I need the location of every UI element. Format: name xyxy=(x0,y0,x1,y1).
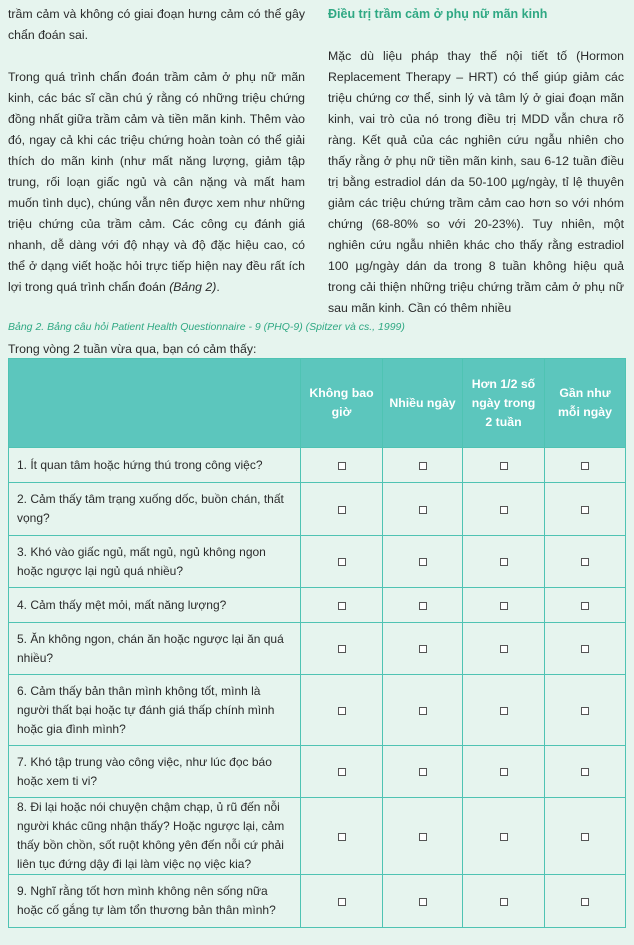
question-text: 8. Đi lại hoặc nói chuyện chậm chạp, ủ rũ đến nỗi người khác cũng nhận thấy? Hoặc ngược lại, cảm thấy bồn chồn, sốt ruột không yên đến nỗi cứ phải liên tục đứng dậy đi lại làm việc nọ việc kia? xyxy=(9,798,301,875)
answer-cell xyxy=(301,675,383,746)
answer-checkbox[interactable] xyxy=(581,506,589,514)
answer-cell xyxy=(463,675,545,746)
answer-cell xyxy=(383,746,463,798)
table-row xyxy=(9,623,626,675)
answer-checkbox[interactable] xyxy=(419,833,427,841)
answer-cell xyxy=(383,675,463,746)
question-text: 1. Ít quan tâm hoặc hứng thú trong công việc? xyxy=(9,448,301,483)
answer-cell xyxy=(301,588,383,623)
answer-checkbox[interactable] xyxy=(419,768,427,776)
answer-checkbox[interactable] xyxy=(338,558,346,566)
answer-checkbox[interactable] xyxy=(500,707,508,715)
table-row xyxy=(9,483,626,536)
answer-cell xyxy=(463,483,545,536)
answer-checkbox[interactable] xyxy=(419,898,427,906)
answer-checkbox[interactable] xyxy=(500,898,508,906)
table-caption: Bảng 2. Bảng câu hỏi Patient Health Questionnaire - 9 (PHQ-9) (Spitzer và cs., 1999) xyxy=(8,321,405,333)
answer-cell xyxy=(545,588,626,623)
answer-checkbox[interactable] xyxy=(338,506,346,514)
right-paragraph: Mặc dù liệu pháp thay thế nội tiết tố (Hormon Replacement Therapy – HRT) có thể giúp giảm các triệu chứng cơ thể, sinh lý và tâm lý ở giai đoạn mãn kinh, vai trò của nó trong điều trị MDD vẫn chưa rõ ràng. Kết quả của các nghiên cứu ngẫu nhiên cho thấy rằng ở phụ nữ tiền mãn kinh, sau 6-12 tuần điều trị bằng estradiol dán da 50-100 µg/ngày, tỉ lệ thuyên giảm các triệu chứng trầm cảm cao hơn so với nhóm chứng (68-80% so với 20-23%). Tuy nhiên, một nghiên cứu ngẫu nhiên khác cho thấy rằng estradiol 100 µg/ngày dán da trong 8 tuần không hiệu quả trong cải thiện những triệu chứng trầm cảm ở phụ nữ sau mãn kinh. Cần có thêm nhiều xyxy=(328,49,624,315)
answer-cell xyxy=(301,623,383,675)
answer-checkbox[interactable] xyxy=(419,645,427,653)
answer-checkbox[interactable] xyxy=(419,506,427,514)
answer-cell xyxy=(545,483,626,536)
column-header-nearly-every-day: Gần như mỗi ngày xyxy=(545,359,626,448)
answer-checkbox[interactable] xyxy=(581,833,589,841)
answer-cell xyxy=(383,623,463,675)
answer-checkbox[interactable] xyxy=(581,707,589,715)
left-paragraph-2-text: Trong quá trình chẩn đoán trầm cảm ở phụ nữ mãn kinh, các bác sĩ cần chú ý rằng có những triệu chứng đồng nhất giữa trầm cảm và tiền mãn kinh. Thêm vào đó, ngay cả khi các triệu chứng hoàn toàn có thể giải thích do mãn kinh (như mất năng lượng, giảm tập trung, rối loạn giấc ngủ và cân nặng và mất ham muốn tình dục), chúng vẫn nên được xem như những triệu chứng của trầm cảm. Các công cụ đánh giá nhanh, dễ dàng với độ nhạy và độ đặc hiệu cao, có thể ở dạng viết hoặc hỏi trực tiếp hiện nay đều rất ích lợi trong quá trình chẩn đoán xyxy=(8,70,305,294)
answer-checkbox[interactable] xyxy=(500,768,508,776)
question-text: 3. Khó vào giấc ngủ, mất ngủ, ngủ không ngon hoặc ngược lại ngủ quá nhiều? xyxy=(9,536,301,588)
column-header-never: Không bao giờ xyxy=(301,359,383,448)
answer-cell xyxy=(545,536,626,588)
answer-checkbox[interactable] xyxy=(500,602,508,610)
table-row xyxy=(9,588,626,623)
answer-checkbox[interactable] xyxy=(338,602,346,610)
header-blank-cell xyxy=(9,359,301,448)
left-paragraph-2-end: . xyxy=(216,280,220,294)
table-row xyxy=(9,448,626,483)
left-paragraph-1: trầm cảm và không có giai đoạn hưng cảm có thể gây chẩn đoán sai. xyxy=(8,7,305,42)
answer-checkbox[interactable] xyxy=(500,506,508,514)
table-reference: (Bảng 2) xyxy=(169,280,217,294)
column-header-several-days: Nhiều ngày xyxy=(383,359,463,448)
table-row xyxy=(9,746,626,798)
section-title: Điều trị trầm cảm ở phụ nữ mãn kinh xyxy=(328,7,548,21)
answer-checkbox[interactable] xyxy=(500,645,508,653)
answer-cell xyxy=(545,798,626,875)
answer-checkbox[interactable] xyxy=(419,602,427,610)
answer-cell xyxy=(383,483,463,536)
answer-cell xyxy=(383,536,463,588)
phq9-table xyxy=(8,358,626,928)
answer-checkbox[interactable] xyxy=(338,707,346,715)
answer-cell xyxy=(463,588,545,623)
question-text: 7. Khó tập trung vào công việc, như lúc đọc báo hoặc xem ti vi? xyxy=(9,746,301,798)
answer-cell xyxy=(383,875,463,928)
answer-cell xyxy=(545,746,626,798)
question-text: 4. Cảm thấy mệt mỏi, mất năng lượng? xyxy=(9,588,301,623)
left-column xyxy=(8,4,305,298)
question-text: 5. Ăn không ngon, chán ăn hoặc ngược lại ăn quá nhiều? xyxy=(9,623,301,675)
answer-cell xyxy=(463,448,545,483)
answer-cell xyxy=(301,483,383,536)
answer-cell xyxy=(545,623,626,675)
answer-checkbox[interactable] xyxy=(338,768,346,776)
table-intro: Trong vòng 2 tuần vừa qua, bạn có cảm thấy: xyxy=(8,342,257,356)
table-row xyxy=(9,875,626,928)
answer-checkbox[interactable] xyxy=(581,558,589,566)
table-row xyxy=(9,536,626,588)
answer-cell xyxy=(463,746,545,798)
answer-checkbox[interactable] xyxy=(581,898,589,906)
column-header-more-than-half: Hơn 1/2 số ngày trong 2 tuần xyxy=(463,359,545,448)
answer-cell xyxy=(463,798,545,875)
answer-checkbox[interactable] xyxy=(419,707,427,715)
answer-checkbox[interactable] xyxy=(338,645,346,653)
table-row xyxy=(9,798,626,875)
answer-cell xyxy=(301,875,383,928)
answer-cell xyxy=(463,536,545,588)
answer-cell xyxy=(383,448,463,483)
answer-checkbox[interactable] xyxy=(338,462,346,470)
question-text: 6. Cảm thấy bản thân mình không tốt, mình là người thất bại hoặc tự đánh giá thấp chính mình hoặc gia đình mình? xyxy=(9,675,301,746)
answer-checkbox[interactable] xyxy=(419,462,427,470)
answer-checkbox[interactable] xyxy=(500,833,508,841)
table-header-row xyxy=(9,359,626,448)
answer-cell xyxy=(463,623,545,675)
answer-cell xyxy=(383,798,463,875)
answer-cell xyxy=(545,675,626,746)
answer-checkbox[interactable] xyxy=(581,768,589,776)
answer-checkbox[interactable] xyxy=(338,833,346,841)
question-text: 9. Nghĩ rằng tốt hơn mình không nên sống nữa hoặc cố gắng tự làm tổn thương bản thân mình? xyxy=(9,875,301,928)
answer-cell xyxy=(383,588,463,623)
answer-checkbox[interactable] xyxy=(500,462,508,470)
answer-cell xyxy=(545,448,626,483)
answer-checkbox[interactable] xyxy=(581,602,589,610)
answer-cell xyxy=(301,536,383,588)
answer-cell xyxy=(301,746,383,798)
left-paragraph-2 xyxy=(8,67,305,298)
answer-cell xyxy=(463,875,545,928)
answer-cell xyxy=(301,798,383,875)
right-column xyxy=(328,4,624,319)
answer-checkbox[interactable] xyxy=(581,462,589,470)
answer-cell xyxy=(301,448,383,483)
table-row xyxy=(9,675,626,746)
question-text: 2. Cảm thấy tâm trạng xuống dốc, buồn chán, thất vọng? xyxy=(9,483,301,536)
answer-checkbox[interactable] xyxy=(419,558,427,566)
answer-checkbox[interactable] xyxy=(581,645,589,653)
answer-checkbox[interactable] xyxy=(500,558,508,566)
answer-cell xyxy=(545,875,626,928)
answer-checkbox[interactable] xyxy=(338,898,346,906)
